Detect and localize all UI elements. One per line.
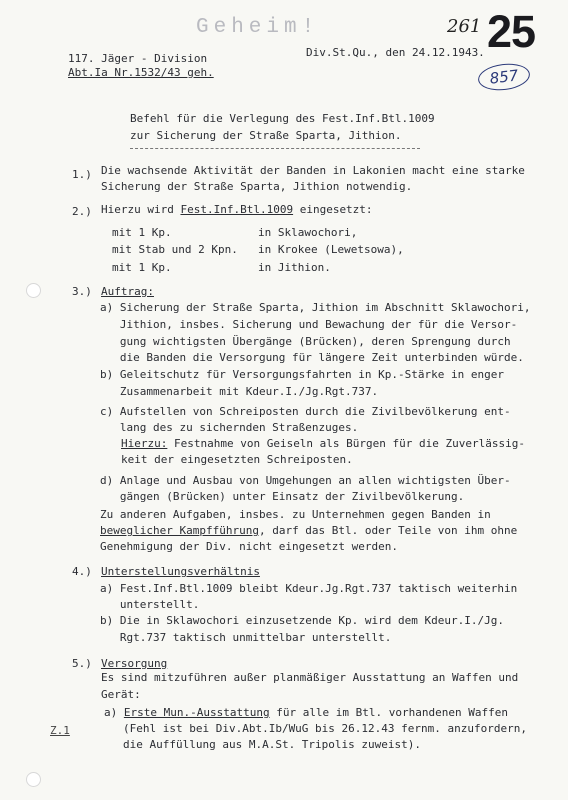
hierzu-label: Hierzu: (121, 437, 168, 450)
section-3-line-3: gung wichtigsten Übergänge (Brücken), deren Sprengung durch (100, 335, 511, 348)
section-3-line-1: a) Sicherung der Straße Sparta, Jithion im Abschnitt Sklawochori, (100, 301, 531, 314)
section-4-line-1: a) Fest.Inf.Btl.1009 bleibt Kdeur.Jg.Rgt.737 taktisch weiterhin (100, 582, 518, 595)
deployment-row-1-left: mit 1 Kp. (112, 226, 172, 239)
section-2-line (101, 203, 373, 217)
deployment-row-3-right: in Jithion. (258, 261, 331, 274)
section-5-heading: Versorgung (101, 657, 168, 670)
section-3-line-2: Jithion, insbes. Sicherung und Bewachung der für die Versor- (100, 318, 518, 331)
folio-number: 261 (447, 16, 482, 37)
section-1-line-2: Sicherung der Straße Sparta, Jithion notwendig. (101, 180, 413, 193)
title-line-2: zur Sicherung der Straße Sparta, Jithion. (130, 129, 402, 142)
circled-number: 857 (477, 61, 532, 93)
hierzu-text: Festnahme von Geiseln als Bürgen für die Zuverlässig- (167, 437, 525, 450)
section-1-number: 1.) (72, 168, 92, 181)
other-tasks-line-1: Zu anderen Aufgaben, insbes. zu Unternehmen gegen Banden in (100, 508, 491, 521)
supply-item-a (104, 706, 508, 720)
hierzu-continuation: keit der eingesetzten Schreiposten. (121, 453, 353, 466)
section-4-number: 4.) (72, 565, 92, 578)
section-2-tail: eingesetzt: (299, 203, 373, 216)
other-tasks-tail: , darf das Btl. oder Teile von ihm ohne (258, 524, 518, 537)
secret-stamp: Geheim! (196, 16, 320, 39)
section-2-number: 2.) (72, 205, 92, 218)
margin-mark: Z.1 (50, 724, 70, 737)
title-line-1: Befehl für die Verlegung des Fest.Inf.Btl.1009 (130, 112, 435, 125)
section-4-heading: Unterstellungsverhältnis (101, 565, 260, 578)
deployment-row-3-left: mit 1 Kp. (112, 261, 172, 274)
section-1-line-1: Die wachsende Aktivität der Banden in Lakonien macht eine starke (101, 164, 525, 177)
title-underline (130, 148, 420, 149)
deployment-row-2-right: in Krokee (Lewetsowa), (258, 243, 404, 256)
deployment-row-2-left: mit Stab und 2 Kpn. (112, 243, 238, 256)
other-tasks-line-3: Genehmigung der Div. nicht eingesetzt werden. (100, 540, 399, 553)
section-3-number: 3.) (72, 285, 92, 298)
department-ref: Abt.Ia Nr.1532/43 geh. (68, 66, 214, 79)
unit-name: 117. Jäger - Division (68, 52, 208, 65)
supply-item-a-line-3: die Auffüllung aus M.A.St. Tripolis zuweist). (123, 738, 422, 751)
section-3-d-line-1: d) Anlage und Ausbau von Umgehungen an allen wichtigsten Über- (100, 474, 511, 487)
section-4-line-2: unterstellt. (100, 598, 200, 611)
mobile-combat-term: beweglicher Kampfführung (100, 524, 259, 537)
place-date: Div.St.Qu., den 24.12.1943. (306, 46, 485, 59)
section-4-line-3: b) Die in Sklawochori einzusetzende Kp. wird dem Kdeur.I./Jg. (100, 614, 504, 627)
supply-item-a-tail: für alle im Btl. vorhandenen Waffen (269, 706, 508, 719)
section-5-number: 5.) (72, 657, 92, 670)
section-3-heading: Auftrag: (101, 285, 154, 298)
other-tasks-line-2 (100, 524, 517, 538)
section-3-line-6: Zusammenarbeit mit Kdeur.I./Jg.Rgt.737. (100, 385, 379, 398)
supply-item-a-line-2: (Fehl ist bei Div.Abt.Ib/WuG bis 26.12.43 fernm. anzufordern, (123, 722, 527, 735)
section-2-lead: Hierzu wird (101, 203, 174, 216)
deployment-row-1-right: in Sklawochori, (258, 226, 358, 239)
section-3-line-8: lang des zu sichernden Straßenzuges. (100, 421, 359, 434)
section-3-line-5: b) Geleitschutz für Versorgungsfahrten in Kp.-Stärke in enger (100, 368, 504, 381)
punch-hole-bottom (26, 772, 41, 787)
hierzu-line (121, 437, 525, 451)
supply-item-a-term: Erste Mun.-Ausstattung (123, 706, 270, 719)
section-3-d-line-2: gängen (Brücken) unter Einsatz der Zivilbevölkerung. (100, 490, 465, 503)
page-number: 25 (487, 6, 536, 57)
section-5-line-1: Es sind mitzuführen außer planmäßiger Ausstattung an Waffen und (101, 671, 519, 684)
supply-item-a-label: a) (104, 706, 118, 719)
section-4-line-4: Rgt.737 taktisch unmittelbar unterstellt. (100, 631, 392, 644)
section-3-line-4: die Banden die Versorgung für längere Zeit unterbinden würde. (100, 351, 524, 364)
section-3-line-7: c) Aufstellen von Schreiposten durch die Zivilbevölkerung ent- (100, 405, 511, 418)
section-5-line-2: Gerät: (101, 688, 141, 701)
section-2-unit: Fest.Inf.Btl.1009 (180, 203, 294, 216)
punch-hole-top (26, 283, 41, 298)
